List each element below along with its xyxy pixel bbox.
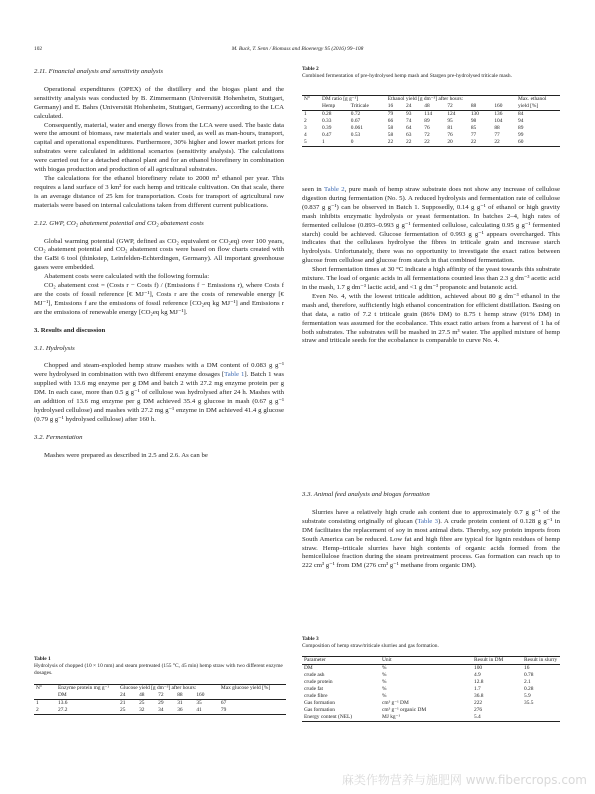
paragraph: Chopped and steam-exploded hemp straw mashes with a DM content of 0.083 g g⁻¹ were hydrolysed in combination with two different enzyme dosages [Table 1]. Batch 1 was supplied with 13.6 mg enzyme per g DM and batch 2 with 27.2 mg enzyme protein per g DM. In each case, more than 0.5 g g⁻¹ of cellulose was hydrolysed after 24 h. Mashes with an addition of 13.6 mg enzyme per g DM achieved 35.4 g glucose in mash (0.67 g g⁻¹ hydrolysed cellulose) and mashes with 27.2 mg g⁻¹ enzyme in DM achieved 41.4 g glucose (0.79 g g⁻¹ hydrolysed cellulose) after 160 h. <box>34 362 284 423</box>
table-row: 1 13.6 21 25 29 31 35 67 <box>34 700 286 708</box>
right-column <box>302 186 560 346</box>
paragraph: Abatement costs were calculated with the following formula: <box>44 273 210 281</box>
watermark: 麻类作物营养与施肥网 www.fibercrops.com <box>341 773 587 787</box>
section-3-1-title: 3.1. Hydrolysis <box>34 344 75 352</box>
table-row: 2 0.33 0.67 66 74 89 95 98 104 94 <box>304 118 524 124</box>
table-2: N° DM ratio [g g⁻¹] Ethanol yield [g dm⁻³] after hours: Max. ethanol yield [%] Hemp Triticale 16 24 48 72 88 160 1 0.28 0.72 79 93 114 124 130 136 84 2 0.33 0.67 66 74 89 95 98 104 94 3 0.39 0.061 58 64 76 81 85 88 89 4 0.47 0.53 58 63 72 76 77 77 99 5 1 0 22 22 22 20 22 22 60 <box>302 95 560 147</box>
page-number: 102 <box>34 46 43 52</box>
section-2-12-title: 2.12. GWP, CO₂ abatement potential and CO₂ abatement costs <box>34 219 204 227</box>
table-2-title: Table 2 <box>302 66 319 72</box>
table-3: Parameter Unit Result in DM Result in slurry DM % 100 16 crude ash % 4.9 0.78 crude protein % 12.8 2.1 crude fat % 1.7 0.28 crude fibre % 36.8 5.9 Gas formation cm³ g⁻¹ DM 222 35.5 Gas formation cm³ g⁻¹ organic DM 276 Energy content (NEL) MJ kg⁻¹ 5.4 <box>302 656 560 722</box>
paragraph: The calculations for the ethanol biorefinery relate to 2000 m³ ethanol per year. This requires a land surface of 3 km² for each hemp and triticale cultivation. On that scale, there is an average distance of 25 km for transportation. Costs for transport of agricultural raw materials were based on internal calculations taken from different current publications. <box>34 174 284 209</box>
table-1-link[interactable]: Table 1 <box>224 371 245 379</box>
table-3-title: Table 3 <box>302 636 319 642</box>
table-row: Energy content (NEL) MJ kg⁻¹ 5.4 <box>302 714 560 722</box>
table-row: crude fibre % 36.8 5.9 <box>304 693 531 699</box>
table-row: 5 1 0 22 22 22 20 22 22 60 <box>302 139 560 147</box>
table-3-caption: Table 3 Composition of hemp straw/triticale slurries and gas formation. <box>302 636 439 649</box>
paragraph: Even No. 4, with the lowest triticale addition, achieved about 80 g dm⁻³ ethanol in the mash and, therefore, sufficiently high ethanol concentration for efficient distillation. Basing on that data, a ratio of 7.2 t triticale grain (86% DM) to 8.75 t hemp straw (91% DM) in fermentation was assumed for the ecobalance. This exact ratio arises from a harvest of 1 ha of both substrates. The substrates will be mashed in 27.5 m³ water. The applied mixture of hemp straw and triticale seeds for the ecobalance is comparable to curve No. 4. <box>302 292 560 345</box>
table-2-link[interactable]: Table 2 <box>323 186 345 193</box>
table-3-link[interactable]: Table 3 <box>417 517 439 525</box>
paragraph: Short fermentation times at 30 °C indicate a high affinity of the yeast towards this substrate mixture. The load of organic acids in all fermentations counted less than 2.3 g dm⁻³ acetic acid in the mash, 1.7 g dm⁻³ lactic acid, and <1 g dm⁻³ propanoic and butanoic acid. <box>302 266 560 291</box>
table-row: 2 27.2 25 32 34 36 41 79 <box>34 707 286 715</box>
formula-paragraph: CO₂ abatement cost = (Costs r − Costs f) / (Emissions f − Emissions r), where Costs f are the costs of fossil reference [€ MJ⁻¹], Costs r are the costs of renewable energy [€ MJ⁻¹], Emissions f are the emissions of fossil reference [CO₂eq kg MJ⁻¹] and Emissions r are the emissions of renewable energy [CO₂eq kg MJ⁻¹]. <box>34 282 284 316</box>
section-2-11-title: 2.11. Financial analysis and sensitivity analysis <box>34 68 164 75</box>
paragraph: Slurries have a relatively high crude ash content due to approximately 0.7 g g⁻¹ of the substrate consisting originally of glucan (Table 3). A crude protein content of 0.128 g g⁻¹ in DM facilitates the replacement of soy in most animal diets. Thereby, soy protein imports from South America can be reduced. Low fat and high fibre are typical for lignin residues of hemp straw. Hemp–triticale slurries have high contents of organic acids formed from the hemicellulose fraction during the steam pretreatment process. Gas formation can reach up to 222 cm³ g⁻¹ from DM (276 cm³ g⁻¹ methane from organic DM). <box>302 508 560 570</box>
section-3-title: 3. Results and discussion <box>34 326 106 334</box>
paragraph: Operational expenditures (OPEX) of the distillery and the biogas plant and the sensitivity analysis was conducted by B. Zimmermann (Universität Hohenheim, Stuttgart, Germany) and E. Bahrs (Universität Hohenheim, Stuttgart, Germany) according to the LCA calculated. <box>34 85 284 120</box>
right-column-lower <box>302 491 560 571</box>
journal-citation: M. Buck, T. Senn / Biomass and Bioenergy 95 (2016) 99–108 <box>231 46 364 52</box>
table-row: 1 0.28 0.72 79 93 114 124 130 136 84 <box>302 111 560 119</box>
table-1-title: Table 1 <box>34 656 51 662</box>
table-row: crude fat % 1.7 0.28 <box>304 686 534 692</box>
paragraph: Consequently, material, water and energy flows from the LCA were used. The basic data were the amount of biomass, raw materials and water used, as well as man-hours, transport, capital and operational expenditures. Furthermore, 30% higher and lower market prices for substrates were calculated in additional scenarios (sensitivity analysis). The calculations were carried out for a detached ethanol plant and for an ethanol biorefinery in combination with biogas production and production of all agricultural substrates. <box>34 121 284 174</box>
running-header <box>34 46 561 56</box>
table-row: Gas formation cm³ g⁻¹ organic DM 276 <box>304 707 483 713</box>
table-row: DM % 100 16 <box>304 665 530 671</box>
table-row: crude ash % 4.9 0.78 <box>304 672 534 678</box>
table-row: Gas formation cm³ g⁻¹ DM 222 35.5 <box>304 700 534 706</box>
section-3-2-title: 3.2. Fermentation <box>34 433 83 441</box>
section-3-3-title: 3.3. Animal feed analysis and biogas formation <box>302 491 430 498</box>
table-1: N° Enzyme protein mg g⁻¹ DM Glucose yield [g dm⁻³] after hours: Max glucose yield [%] 24 48 72 88 160 1 13.6 21 25 29 31 35 67 2 27.2 25 32 34 36 41 79 <box>34 684 286 715</box>
table-row: crude protein % 12.8 2.1 <box>304 679 531 685</box>
table-row: 3 0.39 0.061 58 64 76 81 85 88 89 <box>304 125 524 131</box>
table-1-caption: Table 1 Hydrolysis of chopped (10 × 10 mm) and steam pretreated (155 °C, 45 min) hemp straw with two different enzyme dosages. <box>34 656 283 676</box>
table-row: 4 0.47 0.53 58 63 72 76 77 77 99 <box>304 132 524 138</box>
table-2-caption: Table 2 Combined fermentation of pre-hydrolysed hemp mash and Stargen pre-hydrolysed triticale mash. <box>302 66 512 79</box>
paragraph: seen in Table 2, pure mash of hemp straw substrate does not show any increase of cellulose digestion during fermentation (No. 5). A reduced hydrolysis and fermentation rate of cellulose (0.837 g g⁻¹) can be observed in Batch 1. Supposedly, 0.14 g g⁻¹ of ethanol or high gravity mash inhibits enzymatic hydrolysis or yeast fermentation. In batches 2–4, high rates of fermented cellulose (0.893–0.993 g g⁻¹ fermented cellulose, calculating 0.95 g g⁻¹ fermented starch) could be achieved. Glucose fermentation of 0.993 g g⁻¹ appears overcharged. This indicates that the cellulases hydrolyse the fibres in triticale grain and increase starch hydrolysis. Unfortunately, there was no opportunity to investigate the exact ratios between glucose from cellulose and glucose from starch in that combined fermentation. <box>302 186 560 265</box>
left-column <box>34 68 284 461</box>
paragraph: Global warming potential (GWP, defined as CO₂ equivalent or CO₂eq) over 100 years, CO₂ abatement potential and CO₂ abatement costs were based on flow charts created with the GaBi 6 tool (thinkstep, Leinfelden-Echterdingen, Germany). All important greenhouse gases were embedded. <box>34 237 284 272</box>
paragraph: Mashes were prepared as described in 2.5 and 2.6. As can be <box>44 451 208 459</box>
